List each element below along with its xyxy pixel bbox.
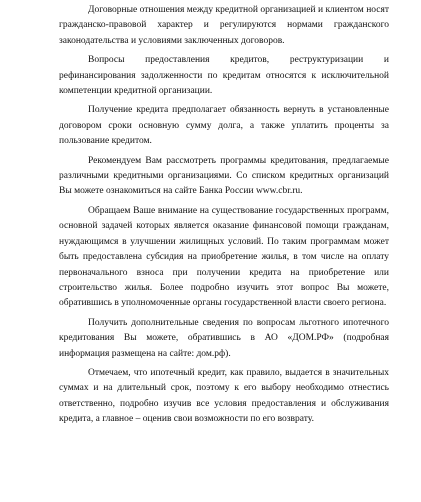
paragraph-bank-competence: Вопросы предоставления кредитов, реструктуризации и рефинансирования задолженности по кредитам относятся к исключительной компетенции кредитной организации. <box>59 55 389 97</box>
paragraph-state-programs: Обращаем Ваше внимание на существование государственных программ, основной задачей которых является оказание финансовой помощи гражданам, нуждающимся в улучшении жилищных условий. По таким программам может быть предоставлена субсидия на приобретение жилья, в том числе на оплату первоначального взноса при получении кредита на приобретение или строительство жилья. Более подробно изучить этот вопрос Вы можете, обратившись в уполномоченные органы государственной власти своего региона. <box>59 205 389 309</box>
paragraph-lending-programs: Рекомендуем Вам рассмотреть программы кредитования, предлагаемые различными кредитными организациями. Со списком кредитных организаций Вы можете ознакомиться на сайте Банка России www.cbr.ru. <box>59 155 389 197</box>
paragraph-mortgage-responsibility: Отмечаем, что ипотечный кредит, как правило, выдается в значительных суммах и на длительный срок, поэтому к его выбору необходимо отнестись ответственно, подробно изучив все условия предоставления и обслуживания кредита, а главное – оценив свои возможности по его возврату. <box>59 367 389 425</box>
paragraph-loan-obligations: Получение кредита предполагает обязанность вернуть в установленные договором сроки основную сумму долга, а также уплатить проценты за пользование кредитом. <box>59 105 389 147</box>
paragraph-civil-law-relations: Договорные отношения между кредитной организацией и клиентом носят гражданско-правовой характер и регулируются нормами гражданского законодательства и условиями заключенных договоров. <box>59 5 389 46</box>
paragraph-dom-rf: Получить дополнительные сведения по вопросам льготного ипотечного кредитования Вы можете, обратившись в АО «ДОМ.РФ» (подробная информация размещена на сайте: дом.рф). <box>59 317 389 359</box>
